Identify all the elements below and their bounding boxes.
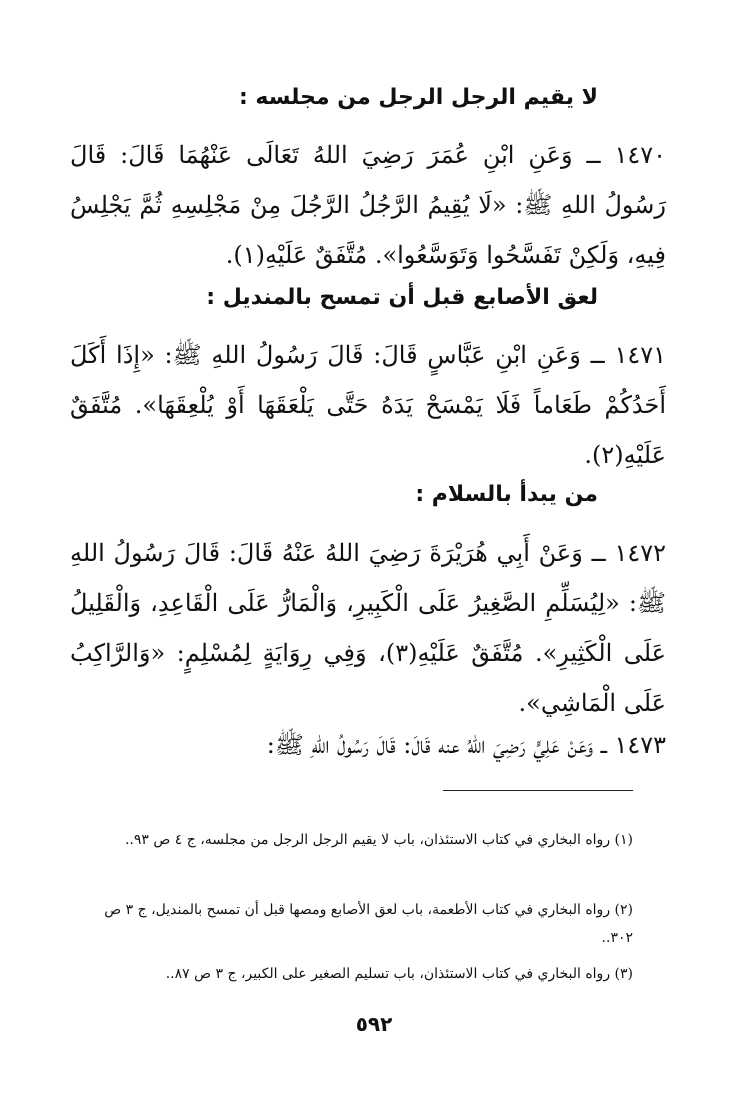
hadith-paragraph: ١٤٧١ ــ وَعَنِ ابْنِ عَبَّاسٍ قَالَ: قَالَ رَسُولُ اللهِ ﷺ: «إِذَا أَكَلَ أَحَدُكُمْ طَعَاماً فَلَا يَمْسَحْ يَدَهُ حَتَّى يَلْعَقَهَا أَوْ يُلْعِقَهَا». مُتَّفَقٌ عَلَيْهِ(٢). — [70, 341, 666, 469]
section-heading: من يبدأ بالسلام : — [415, 482, 598, 507]
footnote-divider — [443, 790, 633, 791]
section-heading: لا يقيم الرجل الرجل من مجلسه : — [238, 85, 598, 110]
hadith-paragraph: ١٤٧٠ ــ وَعَنِ ابْنِ عُمَرَ رَضِيَ اللهُ تَعَالَى عَنْهُمَا قَالَ: قَالَ رَسُولُ اللهِ ﷺ: «لَا يُقِيمُ الرَّجُلُ الرَّجُلَ مِنْ مَجْلِسِهِ ثُمَّ يَجْلِسُ فِيهِ، وَلَكِنْ تَفَسَّحُوا وَتَوَسَّعُوا». مُتَّفَقٌ عَلَيْهِ(١). — [70, 141, 666, 269]
hadith-paragraph: ١٤٧٣ ــ وَعَنْ عَلِيٍّ رَضِيَ اللهُ عنه قَالَ: قَالَ رَسُولُ اللهِ ﷺ: — [266, 731, 666, 759]
page-number: ٥٩٢ — [355, 1012, 393, 1036]
section-heading: لعق الأصابع قبل أن تمسح بالمنديل : — [206, 285, 598, 310]
footnote: (٢) رواه البخاري في كتاب الأطعمة، باب لعق الأصابع ومصها قبل أن تمسح بالمنديل، ج ٣ ص ٣٠٢.. — [104, 902, 633, 946]
footnote: (١) رواه البخاري في كتاب الاستئذان، باب لا يقيم الرجل الرجل من مجلسه، ج ٤ ص ٩٣.. — [124, 832, 633, 848]
footnote: (٣) رواه البخاري في كتاب الاستئذان، باب تسليم الصغير على الكبير، ج ٣ ص ٨٧.. — [165, 966, 633, 982]
hadith-paragraph: ١٤٧٢ ــ وَعَنْ أَبِي هُرَيْرَةَ رَضِيَ اللهُ عَنْهُ قَالَ: قَالَ رَسُولُ اللهِ ﷺ: «لِيُسَلِّمِ الصَّغِيرُ عَلَى الْكَبِيرِ، وَالْمَارُّ عَلَى الْقَاعِدِ، وَالْقَلِيلُ عَلَى الْكَثِيرِ». مُتَّفَقٌ عَلَيْهِ(٣)، وَفِي رِوَايَةٍ لِمُسْلِمٍ: «وَالرَّاكِبُ عَلَى الْمَاشِي». — [70, 539, 667, 717]
